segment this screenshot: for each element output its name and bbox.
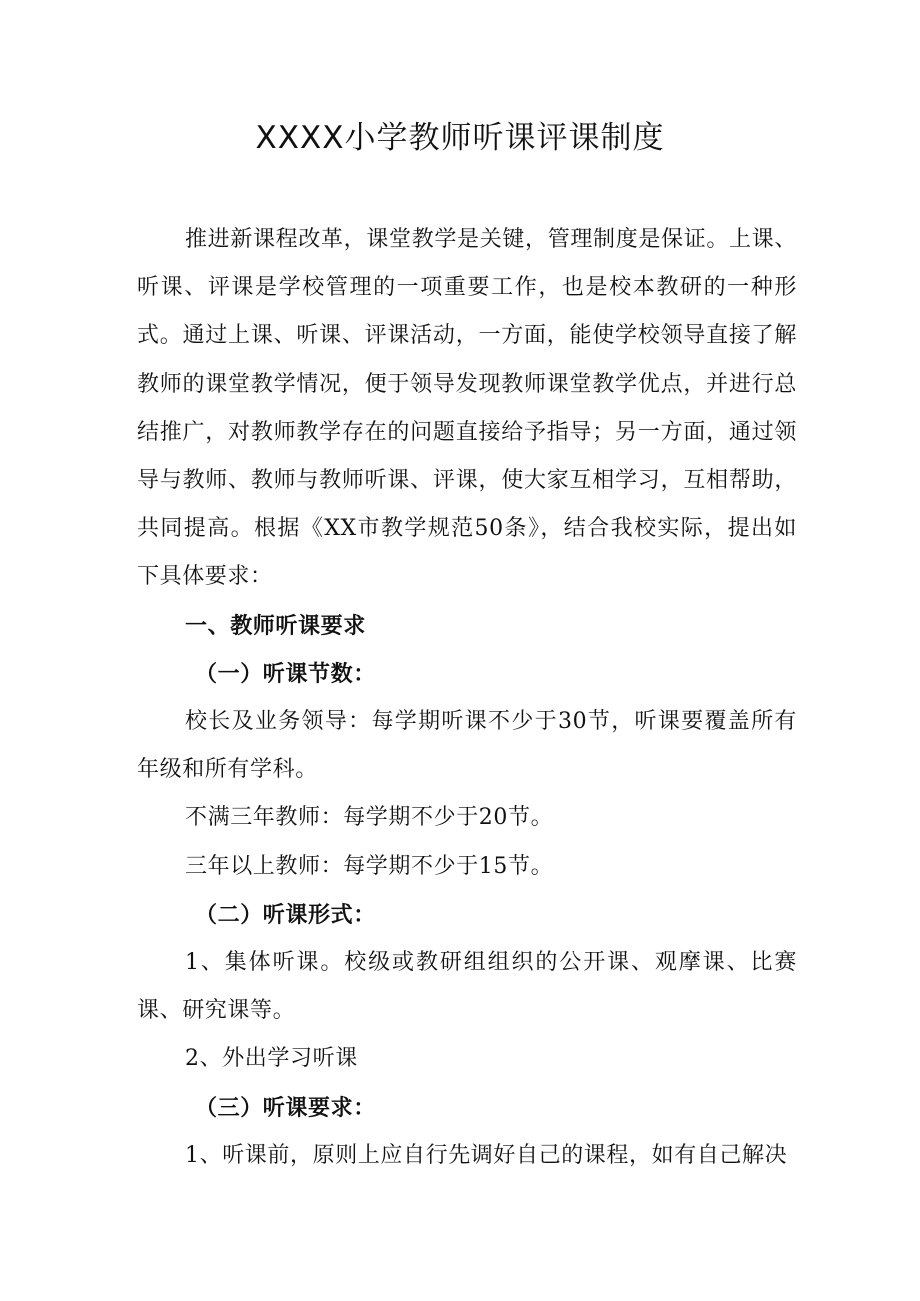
paragraph-before-listening: 1、听课前，原则上应自行先调好自己的课程，如有自己解决 xyxy=(185,1142,788,1168)
subsection-heading-1: （一）听课节数： xyxy=(195,660,376,687)
document-body xyxy=(137,216,797,1180)
section-heading-1: 一、教师听课要求 xyxy=(185,612,366,639)
paragraph-group-listening: 1、集体听课。校级或教研组组织的公开课、观摩课、比赛课、研究课等。 xyxy=(137,950,797,1024)
paragraph-external-listening: 2、外出学习听课 xyxy=(185,1046,358,1072)
document-title: XXXX小学教师听课评课制度 xyxy=(255,120,665,156)
paragraph-senior-teachers: 三年以上教师：每学期不少于15节。 xyxy=(185,853,554,879)
subsection-heading-3: （三）听课要求： xyxy=(195,1094,376,1121)
subsection-heading-2: （二）听课形式： xyxy=(195,901,376,928)
intro-paragraph: 推进新课程改革，课堂教学是关键，管理制度是保证。上课、听课、评课是学校管理的一项重要工作，也是校本教研的一种形式。通过上课、听课、评课活动，一方面，能使学校领导直接了解教师的课堂教学情况，便于领导发现教师课堂教学优点，并进行总结推广，对教师教学存在的问题直接给予指导；另一方面，通过领导与教师、教师与教师听课、评课，使大家互相学习，互相帮助，共同提高。根据《XX市教学规范50条》，结合我校实际，提出如下具体要求： xyxy=(137,227,797,590)
paragraph-new-teachers: 不满三年教师：每学期不少于20节。 xyxy=(185,805,554,831)
paragraph-leaders: 校长及业务领导：每学期听课不少于30节，听课要覆盖所有年级和所有学科。 xyxy=(137,709,797,783)
